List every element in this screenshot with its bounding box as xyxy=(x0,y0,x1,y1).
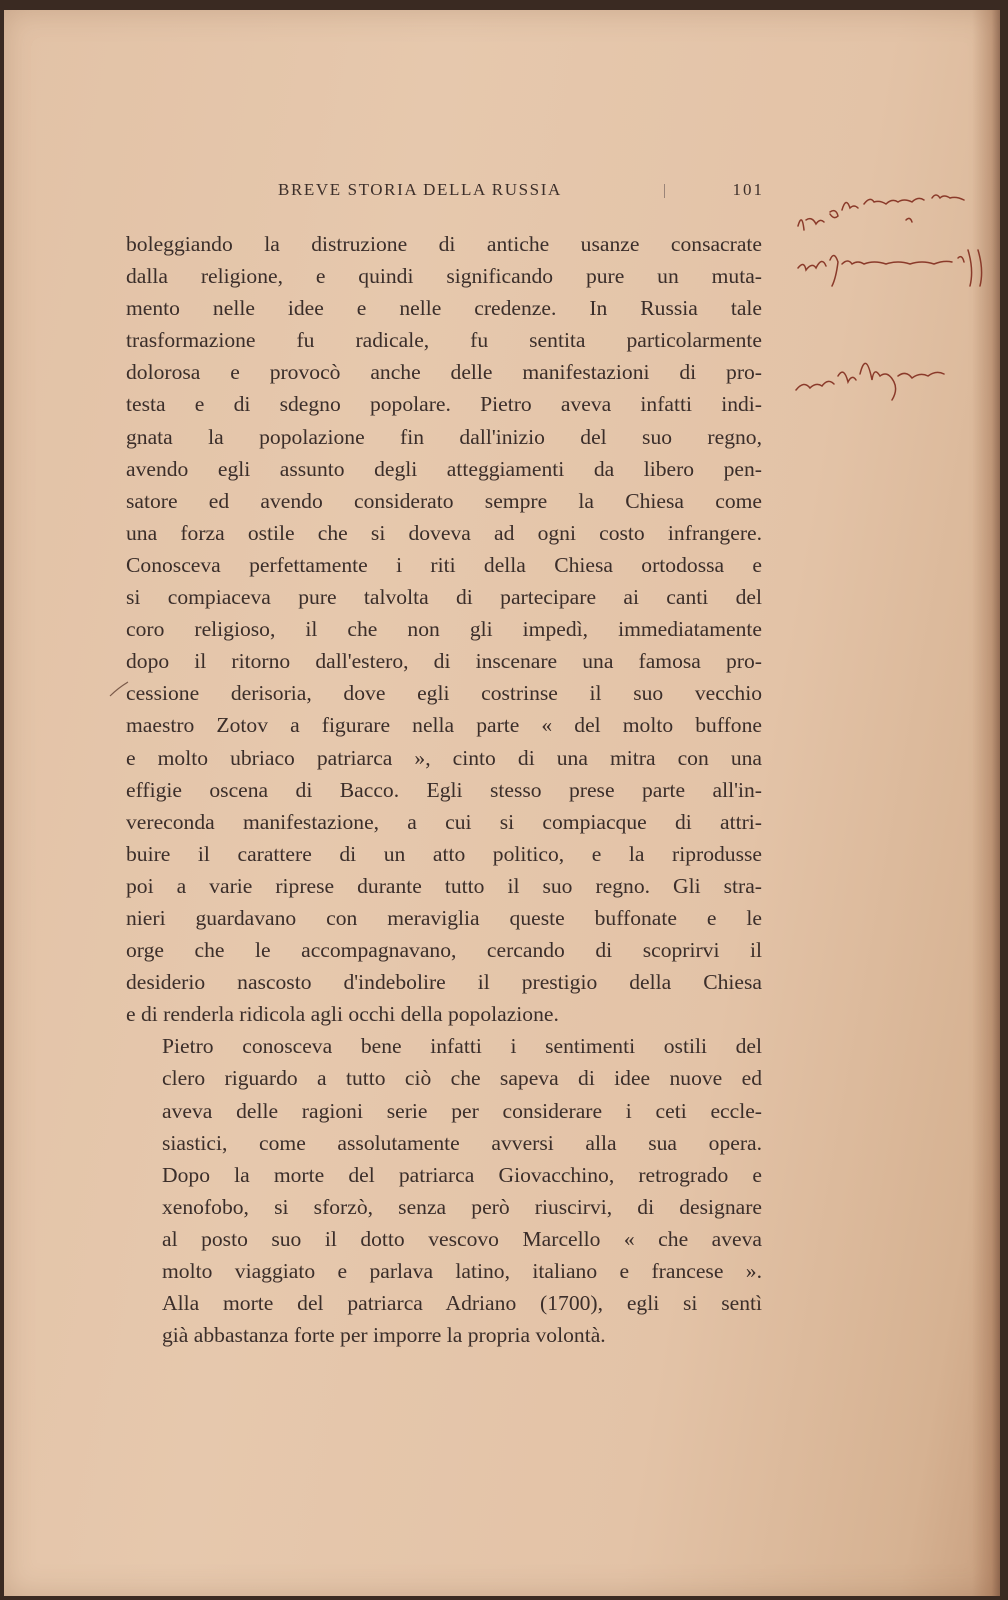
text-line: siastici, come assolutamente avversi alla sua opera. xyxy=(162,1130,762,1155)
text-line: dolorosa e provocò anche delle manifestazioni di pro- xyxy=(126,360,762,385)
text-line: clero riguardo a tutto ciò che sapeva di idee nuove ed xyxy=(162,1066,762,1091)
text-line: si compiaceva pure talvolta di partecipare ai canti del xyxy=(126,585,762,610)
text-line: desiderio nascosto d'indebolire il prestigio della Chiesa xyxy=(126,970,762,995)
text-line: buire il carattere di un atto politico, e la riprodusse xyxy=(126,841,762,866)
text-line: molto viaggiato e parlava latino, italiano e francese ». xyxy=(162,1259,762,1283)
text-line: xenofobo, si sforzò, senza però riuscirvi, di designare xyxy=(162,1194,762,1219)
text-line: e di renderla ridicola agli occhi della popolazione. xyxy=(126,1002,559,1027)
page-number: 101 xyxy=(732,180,764,199)
body-text xyxy=(126,228,762,1351)
text-line: Pietro conosceva bene infatti i sentimenti ostili del xyxy=(162,1034,762,1059)
text-line: nieri guardavano con meraviglia queste buffonate e le xyxy=(126,905,762,930)
text-line: cessione derisoria, dove egli costrinse il suo vecchio xyxy=(126,681,762,706)
text-line: e molto ubriaco patriarca », cinto di una mitra con una xyxy=(126,745,762,770)
text-line: orge che le accompagnavano, cercando di scoprirvi il xyxy=(126,938,762,963)
page-header xyxy=(128,180,778,204)
text-line: Dopo la morte del patriarca Giovacchino, retrogrado e xyxy=(162,1162,762,1187)
text-line: avendo egli assunto degli atteggiamenti da libero pen- xyxy=(126,456,762,481)
text-line: coro religioso, il che non gli impedì, immediatamente xyxy=(126,617,762,642)
text-line: poi a varie riprese durante tutto il suo regno. Gli stra- xyxy=(126,873,762,898)
text-line: maestro Zotov a figurare nella parte « del molto buffone xyxy=(126,713,762,738)
text-line: Alla morte del patriarca Adriano (1700), egli si sentì xyxy=(162,1291,762,1316)
text-line: dopo il ritorno dall'estero, di inscenare una famosa pro- xyxy=(126,649,762,674)
text-line: testa e di sdegno popolare. Pietro aveva infatti indi- xyxy=(126,392,762,417)
text-line: mento nelle idee e nelle credenze. In Russia tale xyxy=(126,296,762,321)
text-line: già abbastanza forte per imporre la propria volontà. xyxy=(162,1323,606,1348)
text-line: trasformazione fu radicale, fu sentita particolarmente xyxy=(126,328,762,353)
handwriting-signature xyxy=(794,190,994,430)
text-line: dalla religione, e quindi significando pure un muta- xyxy=(126,264,762,289)
text-line: boleggiando la distruzione di antiche usanze consacrate xyxy=(126,232,762,256)
handwritten-margin-notes xyxy=(794,190,994,430)
running-head: BREVE STORIA DELLA RUSSIA xyxy=(278,180,562,199)
text-line: satore ed avendo considerato sempre la Chiesa come xyxy=(126,488,762,513)
text-line: al posto suo il dotto vescovo Marcello « che aveva xyxy=(162,1226,762,1251)
paragraph-2 xyxy=(126,1030,762,1351)
margin-tick-mark xyxy=(108,678,130,704)
text-line: una forza ostile che si doveva ad ogni costo infrangere. xyxy=(126,520,762,545)
text-line: effigie oscena di Bacco. Egli stesso prese parte all'in- xyxy=(126,777,762,802)
book-page xyxy=(4,10,1000,1596)
text-line: aveva delle ragioni serie per considerare i ceti eccle- xyxy=(162,1098,762,1123)
text-line: Conosceva perfettamente i riti della Chiesa ortodossa e xyxy=(126,552,762,577)
text-line: vereconda manifestazione, a cui si compiacque di attri- xyxy=(126,809,762,834)
header-divider xyxy=(664,184,665,198)
text-line: gnata la popolazione fin dall'inizio del suo regno, xyxy=(126,424,762,449)
paragraph-1 xyxy=(126,228,762,1030)
